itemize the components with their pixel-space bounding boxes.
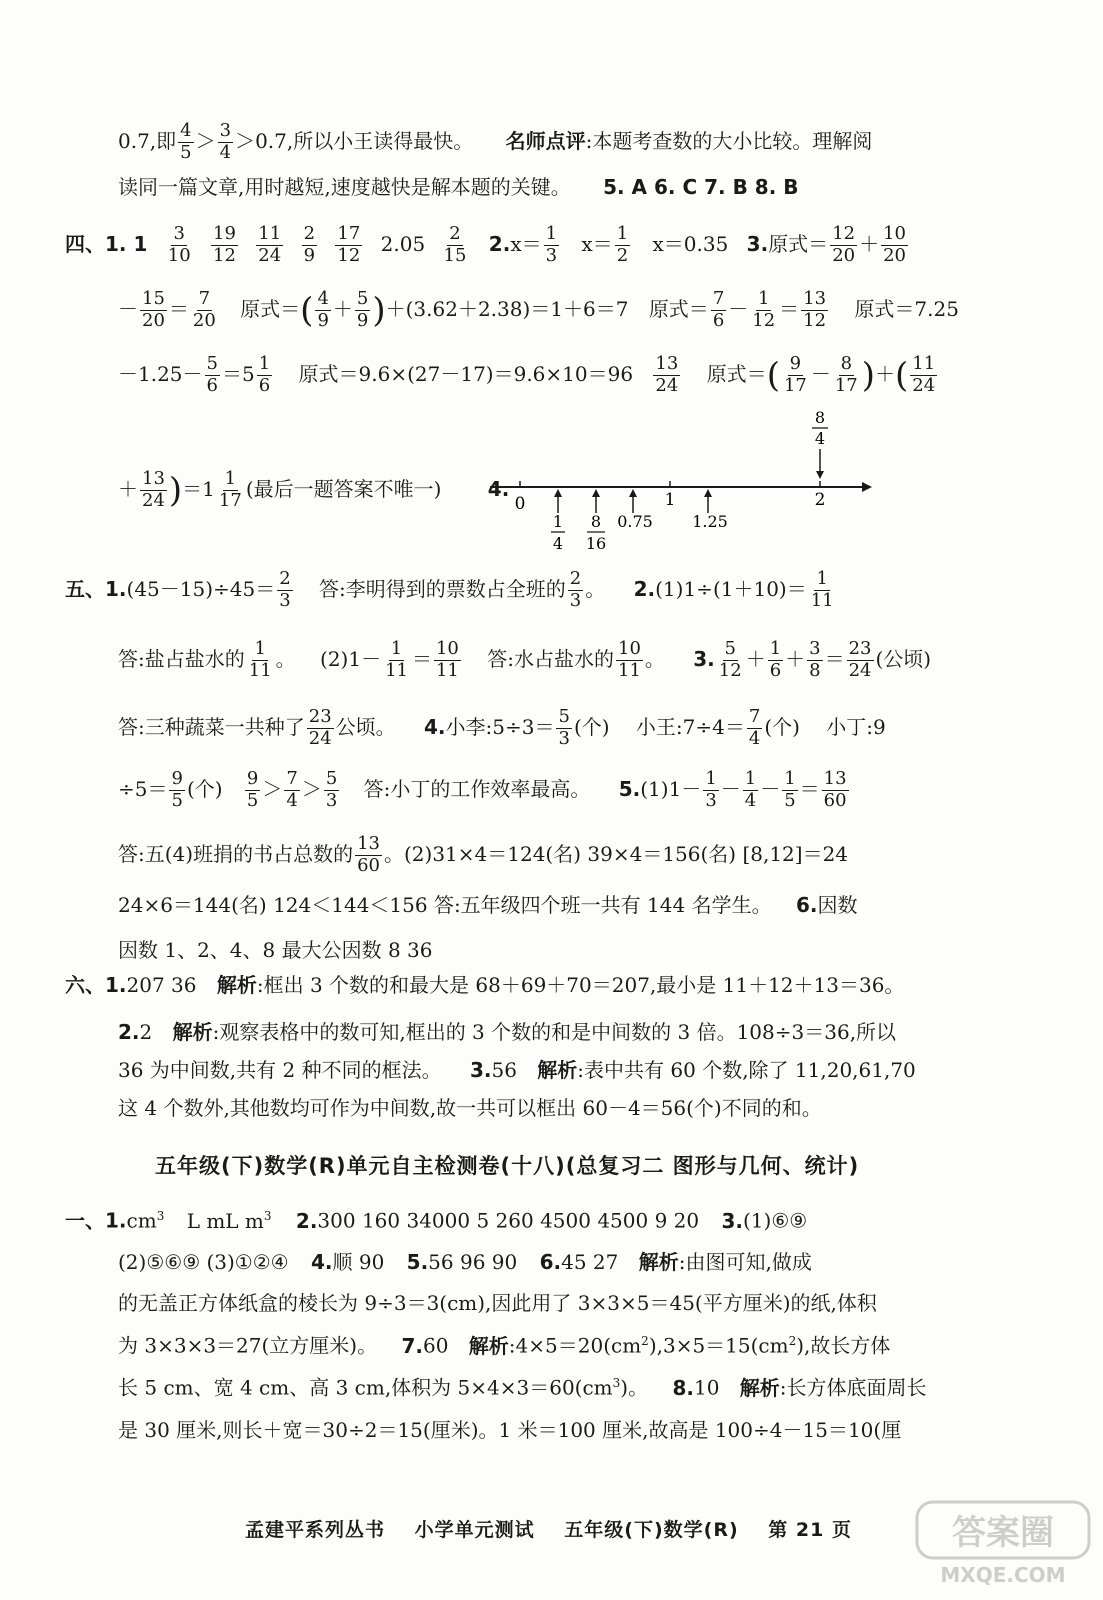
text: (2)1－ [320,646,382,671]
teacher-comment-label: 名师点评 [505,128,586,153]
fraction: $\frac{4}{9}$ [317,288,329,331]
answer-line-8: 答:盐占盐水的 $\frac{1}{11}$ 。 (2)1－ $\frac{1}{11}$ ＝ $\frac{10}{11}$ 答:水占盐水的 $\frac{10}{11}$ 。 3. $\frac{5}{12}$ ＋ $\frac{1}{6}$ ＋ $\frac{3}{8}$ ＝ $\frac{23}{24}$ (公顷) [118,638,932,681]
choice-answers: 5. A 6. C 7. B 8. B [603,175,799,199]
superscript: 2 [788,1334,797,1348]
fraction: $\frac{23}{24}$ [308,706,332,749]
fraction: $\frac{10}{11}$ [618,638,641,681]
section-6-heading: 六、1. [65,973,127,997]
text: cm [126,1208,157,1233]
answer-line-12 [118,895,857,915]
tick-label-0: 0 [514,494,526,514]
text: 答:小丁的工作效率最高。 [363,776,591,801]
up-arrow-icon [629,489,637,497]
fraction: $\frac{1}{11}$ [385,638,408,681]
text: (个) [573,714,610,739]
text: 因数 [817,893,858,917]
fraction: $\frac{3}{10}$ [167,223,191,266]
text: 24×6＝144(名) 124＜144＜156 答:五年级四个班一共有 144 名学生。 [118,893,772,917]
up-arrow-icon [704,489,712,497]
text: 10 [693,1375,720,1400]
mark-8-16-num: 8 [590,512,602,531]
fraction: $\frac{2}{15}$ [443,223,467,266]
fraction: $\frac{15}{20}$ [142,288,165,331]
fraction: $\frac{12}{20}$ [832,223,856,266]
text: 。 [585,576,606,601]
mark-075-label: 0.75 [617,512,653,531]
mark-1-4-num: 1 [552,512,564,531]
analysis-label: 解析 [216,973,257,997]
fraction: $\frac{1}{3}$ [545,223,558,266]
text: ),3×5＝15(cm [648,1333,789,1358]
answer-line-24 [118,1420,901,1440]
fraction: $\frac{1}{12}$ [752,288,776,331]
text: 答:水占盐水的 [487,646,614,671]
analysis-label: 解析 [537,1058,578,1082]
text: 小王:7÷4＝ [635,714,745,739]
q-number: 6. [539,1250,562,1274]
analysis-label: 解析 [468,1333,509,1358]
fraction: $\frac{1}{17}$ [218,468,242,511]
answer-line-7 [65,570,838,611]
q-number: 3. [721,1208,743,1233]
text: 答:李明得到的票数占全班的 [319,576,566,601]
text: 顺 90 [332,1250,385,1274]
text: 45 27 [561,1250,619,1274]
answer-line-13 [118,940,433,960]
answer-line-20 [118,1252,812,1272]
text: 300 160 34000 5 260 4500 4500 9 20 [317,1208,700,1233]
q-number: 3. [469,1058,492,1082]
text: L mL m [186,1208,264,1233]
text: )。 [620,1375,649,1400]
answer-line-6: ＋ $\frac{13}{24}$ )＝1 $\frac{1}{17}$ (最后一题答案不唯一) 4. [118,468,510,511]
fraction: $\frac{1}{11}$ [810,568,834,611]
fraction: $\frac{11}{24}$ [912,353,936,396]
text: :由图可知,做成 [678,1250,812,1274]
number-line [487,405,880,555]
page-footer [245,1515,874,1542]
fraction: $\frac{7}{6}$ [712,288,725,331]
fraction: $\frac{13}{24}$ [142,468,165,511]
fraction: $\frac{7}{4}$ [748,706,761,749]
text: (1)⑥⑨ [743,1208,808,1233]
text: :4×5＝20(cm [508,1333,642,1358]
text: 原式＝ [706,361,767,386]
fraction: $\frac{9}{5}$ [171,768,183,811]
answer-line-3: 四、1. 1 $\frac{3}{10}$ $\frac{19}{12}$ $\frac{11}{24}$ $\frac{2}{9}$ $\frac{17}{12}$ 2.05 $\frac{2}{15}$ 2.x＝ $\frac{1}{3}$ x＝ $\frac{1}{2}$ x＝0.35 3.原式＝ $\frac{12}{20}$ ＋ $\frac{10}{20}$ [65,223,906,266]
fraction: $\frac{1}{6}$ [258,353,271,396]
text: (公顷) [875,646,932,671]
superscript: 3 [263,1209,272,1223]
text: 2.05 [380,231,426,256]
fraction: $\frac{5}{6}$ [206,353,218,396]
section-title: 五年级(下)数学(R)单元自主检测卷(十八)(总复习二 图形与几何、统计) [155,1154,860,1178]
text: ＝1 [182,476,215,501]
text: 原式＝ [240,296,301,321]
text: ＞0.7,所以小王读得最快。 [235,128,474,153]
fraction: $\frac{13}{60}$ [357,833,380,876]
text: 的无盖正方体纸盒的棱长为 9÷3＝3(cm),因此用了 3×3×5＝45(平方厘米)的纸,体积 [118,1291,877,1315]
text: 公顷。 [335,714,396,739]
q-number: 4. [310,1250,333,1274]
fraction: $\frac{4}{5}$ [180,120,192,163]
text: ＋ [118,476,138,501]
text: x＝ [581,231,613,256]
q-number: 4. [487,476,510,501]
text: ＝5 [221,361,255,386]
text: 小李:5÷3＝ [445,714,555,739]
fraction: $\frac{1}{2}$ [616,223,629,266]
answer-line-19 [65,1210,807,1231]
q-number: 3. [746,231,769,256]
superscript: 3 [612,1376,621,1390]
answer-line-21 [118,1293,877,1313]
text: 原式＝7.25 [854,296,959,321]
tick-label-1: 1 [664,490,676,510]
mark-125-label: 1.25 [692,512,728,531]
answer-line-1 [118,122,872,163]
fraction: $\frac{1}{11}$ [248,638,272,681]
text: 207 36 [126,973,197,997]
text: :观察表格中的数可知,框出的 3 个数的和是中间数的 3 倍。108÷3＝36,所以 [212,1020,897,1044]
fraction: $\frac{17}{12}$ [337,223,361,266]
fraction: $\frac{3}{8}$ [809,638,821,681]
text: ＋(3.62＋2.38)＝1＋6＝7 [385,296,629,321]
tick-label-2: 2 [814,490,826,510]
fraction: $\frac{10}{11}$ [435,638,459,681]
text: 小丁:9 [826,714,886,739]
text: 长 5 cm、宽 4 cm、高 3 cm,体积为 5×4×3＝60(cm [118,1375,613,1400]
text: (个) [186,776,223,801]
superscript: 2 [641,1334,649,1348]
text: :框出 3 个数的和最大是 68＋69＋70＝207,最小是 11＋12＋13＝36。 [256,973,905,997]
watermark-logo [913,1498,1093,1590]
fraction: $\frac{7}{4}$ [286,768,298,811]
q-number: 2. [295,1208,318,1233]
fraction: $\frac{3}{4}$ [219,120,232,163]
analysis-label: 解析 [638,1250,679,1274]
q-number: 5. [618,776,641,801]
up-arrow-icon [592,489,600,497]
text: (2)⑤⑥⑨ (3)①②④ [118,1250,289,1274]
footer-series: 孟建平系列丛书 [245,1519,386,1541]
fraction: $\frac{5}{12}$ [718,638,742,681]
text: 答:五(4)班捐的书占总数的 [118,841,354,866]
fraction: $\frac{5}{3}$ [325,768,338,811]
fraction: $\frac{13}{12}$ [803,288,827,331]
fraction: $\frac{2}{9}$ [303,223,316,266]
axis-arrow-icon [862,482,872,492]
fraction: $\frac{7}{20}$ [192,288,216,331]
section-5-heading: 五、1. [65,576,127,601]
fraction: $\frac{13}{24}$ [655,353,679,396]
superscript: 3 [156,1209,165,1223]
footer-book: 小学单元测试 [414,1519,535,1541]
text: 原式＝ [648,296,709,321]
text: :本题考查数的大小比较。理解阅 [585,128,873,153]
q-number: 6. [795,893,818,917]
q-number: 4. [424,714,446,739]
text: 答:三种蔬菜一共种了 [118,714,305,739]
fraction: $\frac{5}{3}$ [558,706,570,749]
fraction: $\frac{13}{60}$ [823,768,847,811]
q-number: 5. [406,1250,429,1274]
text: 2 [139,1020,153,1044]
mark-1-4-den: 4 [552,534,564,553]
analysis-label: 解析 [739,1375,780,1400]
fraction: $\frac{1}{5}$ [784,768,796,811]
answer-line-16 [118,1060,916,1080]
fraction: $\frac{5}{9}$ [356,288,369,331]
fraction: $\frac{10}{20}$ [883,223,906,266]
fraction: $\frac{19}{12}$ [213,223,236,266]
answer-line-22 [118,1335,890,1356]
q-number: 2. [633,576,656,601]
text: 56 [491,1058,517,1082]
watermark-text: 答案圈 [952,1513,1054,1553]
fraction: $\frac{9}{5}$ [246,768,259,811]
text: 56 96 90 [428,1250,518,1274]
text: 原式＝9.6×(27－17)＝9.6×10＝96 [298,361,634,386]
text: 。(2)31×4＝124(名) 39×4＝156(名) [8,12]＝24 [383,841,849,866]
q-number: 7. [401,1333,423,1358]
answer-line-11 [118,835,848,876]
answer-line-5: －1.25－ $\frac{5}{6}$ ＝5 $\frac{1}{6}$ 原式＝9.6×(27－17)＝9.6×10＝96 $\frac{13}{24}$ 原式＝( $\frac{9}{17}$ － $\frac{8}{17}$ )＋( $\frac{11}{24}$ [118,353,936,396]
text: (45－15)÷45＝ [126,576,276,601]
top-arrow-icon [816,471,824,479]
up-arrow-icon [554,489,562,497]
text: 因数 1、2、4、8 最大公因数 8 36 [118,938,433,962]
page-number: 第 21 页 [768,1519,852,1541]
text: 答:盐占盐水的 [118,646,245,671]
q-number: 2. [488,231,511,256]
text: x＝0.35 [652,231,729,256]
text: 。 [275,646,296,671]
fraction: $\frac{9}{17}$ [783,353,807,396]
top-fraction-num: 8 [814,408,826,427]
fraction: $\frac{2}{3}$ [279,568,291,611]
q-number: 3. [693,646,715,671]
answer-line-2 [118,177,799,197]
fraction: $\frac{1}{3}$ [705,768,717,811]
answer-line-14 [65,975,904,995]
text: 这 4 个数外,其他数均可作为中间数,故一共可以框出 60－4＝56(个)不同的和。 [118,1096,822,1120]
answer-line-15 [118,1022,896,1042]
text: ÷5＝ [118,776,168,801]
text: 0.7,即 [118,128,177,153]
section-1-heading: 一、1. [65,1208,127,1233]
answer-line-23 [118,1377,927,1398]
text: :表中共有 60 个数,除了 11,20,61,70 [577,1058,916,1082]
text: x＝ [510,231,542,256]
text: ),故长方体 [796,1333,891,1358]
text: ＞ [195,128,216,153]
watermark-url: MXQE.COM [940,1563,1066,1587]
text: :长方体底面周长 [779,1375,927,1400]
fraction: $\frac{1}{6}$ [769,638,782,681]
answer-line-4: － $\frac{15}{20}$ ＝ $\frac{7}{20}$ 原式＝( $\frac{4}{9}$ ＋ $\frac{5}{9}$ )＋(3.62＋2.38)＝1＋6＝7 原式＝ $\frac{7}{6}$ － $\frac{1}{12}$ ＝ $\frac{13}{12}$ 原式＝7.25 [118,288,959,331]
mark-8-16-den: 16 [585,534,607,553]
fraction: $\frac{2}{3}$ [569,568,582,611]
text: (1)1－ [640,776,702,801]
text: 为 3×3×3＝27(立方厘米)。 [118,1333,378,1358]
q-number: 8. [672,1375,694,1400]
top-fraction-den: 4 [814,429,826,448]
section-4-heading: 四、1. 1 [65,231,148,256]
fraction: $\frac{23}{24}$ [848,638,872,681]
text: 读同一篇文章,用时越短,速度越快是解本题的关键。 [118,175,571,199]
fraction: $\frac{8}{17}$ [834,353,858,396]
text: 36 为中间数,共有 2 种不同的框法。 [118,1058,442,1082]
text: －1.25－ [118,361,203,386]
q-number: 2. [118,1020,140,1044]
text: 是 30 厘米,则长＋宽＝30÷2＝15(厘米)。1 米＝100 厘米,故高是 100÷4－15＝10(厘 [118,1418,902,1442]
footer-grade: 五年级(下)数学(R) [564,1519,739,1541]
text: (最后一题答案不唯一) [245,476,442,501]
fraction: $\frac{11}{24}$ [258,223,282,266]
answer-line-9: 答:三种蔬菜一共种了 $\frac{23}{24}$ 公顷。 4.小李:5÷3＝ $\frac{5}{3}$ (个) 小王:7÷4＝ $\frac{7}{4}$ (个) 小丁:9 [118,706,886,749]
text: ＝ [168,296,189,321]
analysis-label: 解析 [172,1020,213,1044]
fraction: $\frac{1}{4}$ [744,768,757,811]
text: (1)1÷(1＋10)＝ [655,576,807,601]
answer-line-17 [118,1098,822,1118]
text: 60 [422,1333,449,1358]
answer-line-10: ÷5＝ $\frac{9}{5}$ (个) $\frac{9}{5}$ ＞ $\frac{7}{4}$ ＞ $\frac{5}{3}$ 答:小丁的工作效率最高。 5.(1)1－ $\frac{1}{3}$ － $\frac{1}{4}$ － $\frac{1}{5}$ ＝ $\frac{13}{60}$ [118,768,847,811]
text: 原式＝ [768,231,829,256]
